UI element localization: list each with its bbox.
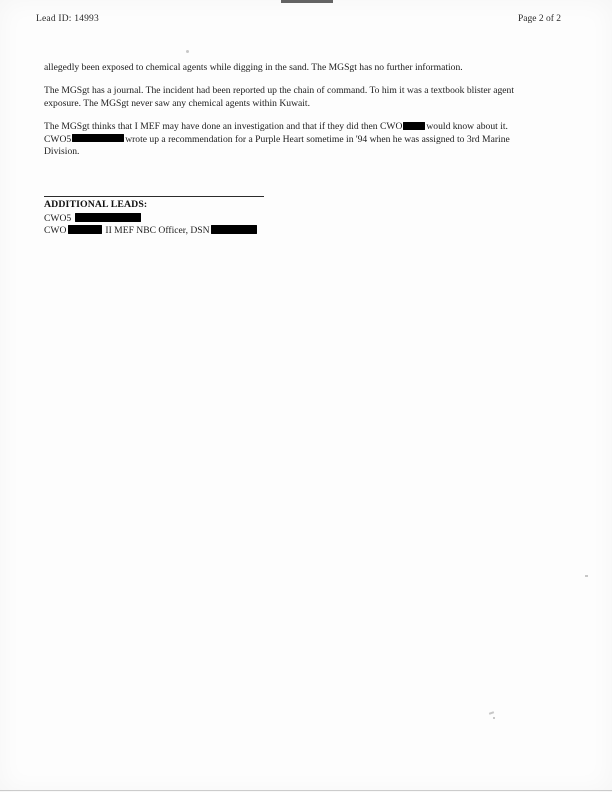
redaction-bar-inline-1: [403, 122, 425, 130]
lead-1-prefix: CWO5: [44, 213, 72, 224]
additional-leads-title: ADDITIONAL LEADS:: [44, 199, 148, 210]
scan-artifact-speck: [489, 711, 494, 715]
redaction-bar-lead-2b: [211, 225, 257, 234]
paragraph-1: [44, 62, 530, 74]
paragraph-2: [44, 85, 530, 110]
additional-leads-section: [44, 196, 530, 236]
lead-2-prefix: CWO: [44, 224, 67, 236]
paragraph-3-text-part-b: would know about it. CWO5: [44, 121, 508, 145]
lead-2-middle: II MEF NBC Officer, DSN: [105, 224, 210, 236]
section-divider: [44, 196, 264, 197]
additional-leads-line-1: [44, 213, 530, 225]
paragraph-3: [44, 121, 530, 158]
lead-id-label: Lead ID: 14993: [36, 14, 99, 24]
document-body: [44, 62, 530, 158]
scan-artifact-speck: [186, 50, 189, 53]
redaction-bar-lead-1: [75, 213, 141, 222]
redaction-bar-inline-2: [72, 134, 124, 142]
paragraph-3-text-part-c: wrote up a recommendation for a Purple Heart sometime in '94 when he was assigned to 3rd Marine Division.: [44, 133, 510, 158]
scan-artifact-speck: [493, 717, 495, 719]
scan-artifact-speck: [585, 575, 588, 577]
paragraph-2-text: The MGSgt has a journal. The incident had been reported up the chain of command. To him it was a textbook blister agent exposure. The MGSgt never saw any chemical agents within Kuwait.: [44, 85, 515, 109]
page-number-label: Page 2 of 2: [518, 14, 562, 24]
scan-edge-line: [0, 790, 612, 791]
additional-leads-line-2: [44, 225, 530, 237]
redaction-bar-lead-2a: [68, 225, 102, 234]
paragraph-1-text: allegedly been exposed to chemical agents while digging in the sand. The MGSgt has no further information.: [44, 62, 463, 73]
paragraph-3-text-part-a: The MGSgt thinks that I MEF may have done an investigation and that if they did then CWO: [44, 121, 403, 133]
binding-mark: [281, 0, 333, 3]
page-header: [0, 14, 612, 28]
